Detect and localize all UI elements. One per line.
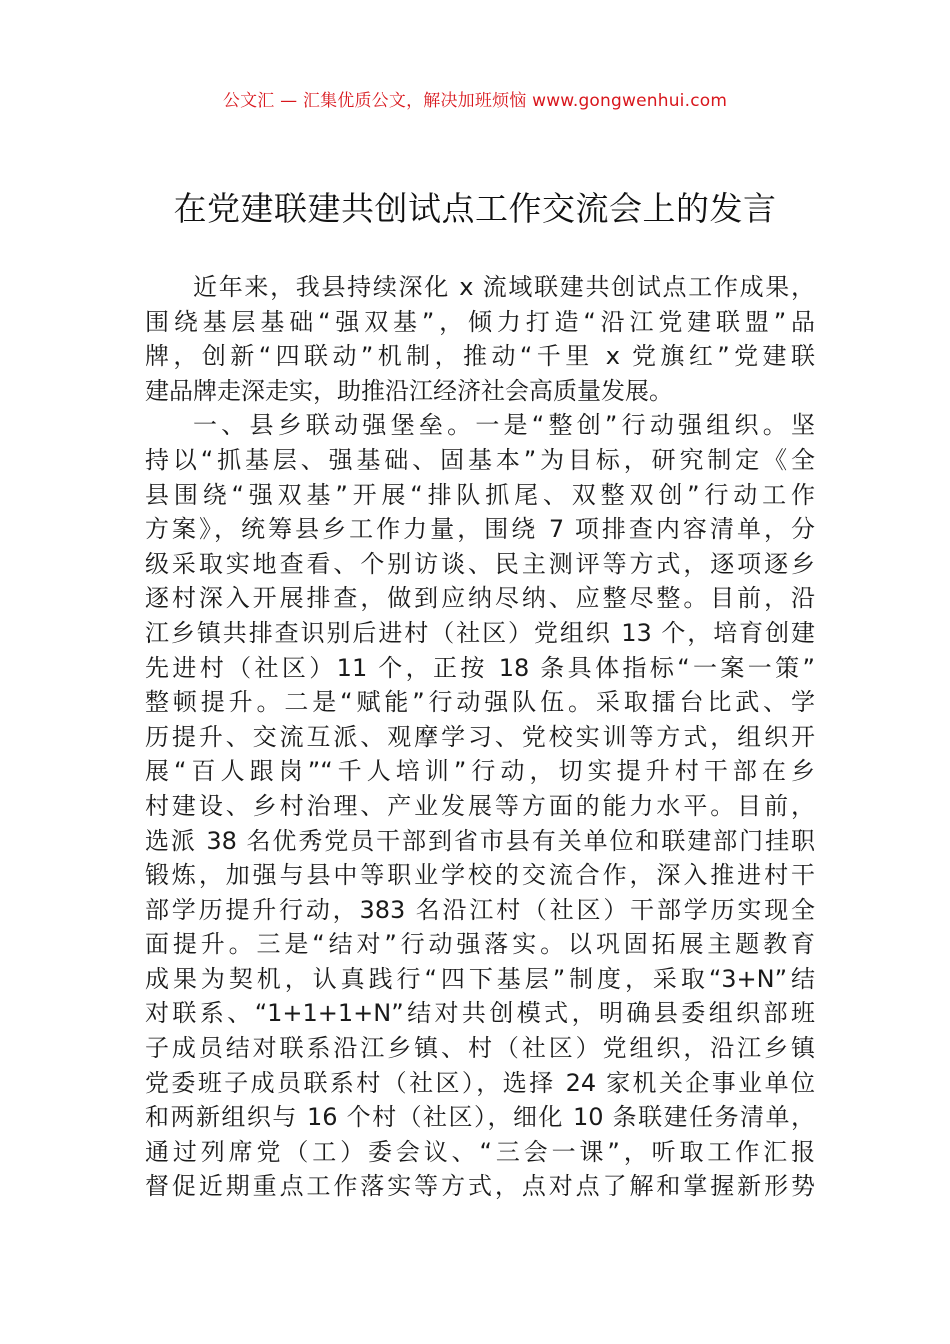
paragraph-line: 先进村（社区）11 个，正按 18 条具体指标“一案一策” — [145, 653, 815, 682]
paragraph-line: 选派 38 名优秀党员干部到省市县有关单位和联建部门挂职 — [145, 826, 815, 855]
paragraph-line: 建品牌走深走实，助推沿江经济社会高质量发展。 — [145, 376, 673, 405]
paragraph-line: 通过列席党（工）委会议、“三会一课”，听取工作汇报 — [145, 1137, 815, 1166]
paragraph-line: 面提升。三是“结对”行动强落实。以巩固拓展主题教育 — [145, 930, 815, 959]
paragraph-line: 逐村深入开展排查，做到应纳尽纳、应整尽整。目前，沿 — [145, 584, 815, 613]
site-banner-text: 公文汇 — 汇集优质公文，解决加班烦恼 www.gongwenhui.com — [222, 91, 728, 111]
paragraph-line: 方案》，统筹县乡工作力量，围绕 7 项排查内容清单，分 — [145, 515, 815, 544]
paragraph-line: 部学历提升行动，383 名沿江村（社区）干部学历实现全 — [145, 895, 815, 924]
paragraph-line: 整顿提升。二是“赋能”行动强队伍。采取擂台比武、学 — [145, 688, 815, 717]
paragraph-line: 展“百人跟岗”“千人培训”行动，切实提升村干部在乡 — [145, 757, 815, 786]
paragraph-line: 县围绕“强双基”开展“排队抓尾、双整双创”行动工作 — [145, 480, 815, 509]
paragraph-line: 村建设、乡村治理、产业发展等方面的能力水平。目前， — [145, 791, 815, 820]
paragraph-line: 持以“抓基层、强基础、固基本”为目标，研究制定《全 — [145, 445, 815, 474]
paragraph-line: 一、县乡联动强堡垒。一是“整创”行动强组织。坚 — [193, 411, 815, 440]
paragraph-line: 对联系、“1+1+1+N”结对共创模式，明确县委组织部班 — [145, 999, 815, 1028]
document-title: 在党建联建共创试点工作交流会上的发言 — [173, 189, 777, 228]
paragraph-line: 和两新组织与 16 个村（社区），细化 10 条联建任务清单， — [145, 1103, 815, 1132]
paragraph-line: 督促近期重点工作落实等方式，点对点了解和掌握新形势 — [145, 1172, 815, 1201]
paragraph-line: 锻炼，加强与县中等职业学校的交流合作，深入推进村干 — [145, 861, 815, 890]
document-body — [145, 270, 815, 1204]
paragraph-line: 围绕基层基础“强双基”，倾力打造“沿江党建联盟”品 — [145, 307, 815, 336]
paragraph-line: 级采取实地查看、个别访谈、民主测评等方式，逐项逐乡 — [145, 549, 815, 578]
paragraph-line: 江乡镇共排查识别后进村（社区）党组织 13 个，培育创建 — [145, 618, 815, 647]
paragraph-line: 党委班子成员联系村（社区），选择 24 家机关企事业单位 — [145, 1068, 815, 1097]
paragraph-line: 近年来，我县持续深化 x 流域联建共创试点工作成果， — [193, 273, 815, 301]
paragraph-line: 子成员结对联系沿江乡镇、村（社区）党组织，沿江乡镇 — [145, 1034, 815, 1063]
paragraph-line: 牌，创新“四联动”机制，推动“千里 x 党旗红”党建联 — [145, 342, 815, 371]
paragraph-line: 成果为契机，认真践行“四下基层”制度，采取“3+N”结 — [145, 964, 815, 993]
paragraph-line: 历提升、交流互派、观摩学习、党校实训等方式，组织开 — [145, 722, 815, 751]
